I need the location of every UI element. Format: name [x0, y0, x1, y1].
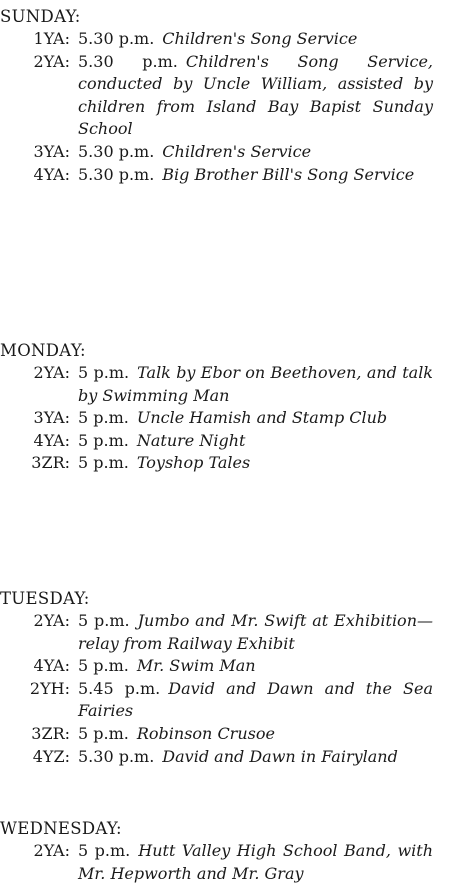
entry-body [78, 28, 451, 51]
broadcast-time: 5 p.m. [78, 408, 129, 428]
broadcast-time: 5 p.m. [78, 723, 129, 743]
broadcast-time: 5.30 p.m. [78, 51, 178, 71]
station-code: 2YA: [33, 841, 70, 860]
schedule-entry [0, 452, 451, 475]
day-heading: SUNDAY: [0, 7, 81, 26]
schedule-entry [0, 746, 451, 769]
entry-body [78, 141, 451, 164]
schedule-entry [0, 655, 451, 678]
day-section [0, 6, 451, 186]
broadcast-time: 5.30 p.m. [78, 141, 155, 161]
entry-body [78, 51, 451, 141]
station-code: 3YA: [33, 408, 70, 428]
program-title: Jumbo and Mr. Swift at Exhibition—relay from Railway Exhibit [78, 611, 433, 653]
entry-body [78, 678, 451, 723]
entry-body [78, 840, 451, 885]
station-code: 4YA: [33, 430, 70, 450]
day-heading: WEDNESDAY: [0, 819, 122, 838]
station-code: 4YA: [33, 656, 70, 676]
broadcast-time: 5 p.m. [78, 611, 130, 630]
entry-body [78, 164, 451, 187]
entry-body [78, 407, 451, 430]
broadcast-time: 5.45 p.m. [78, 678, 161, 698]
entry-body [78, 610, 451, 655]
station-code: 2YA: [33, 611, 70, 630]
schedule-entry [0, 407, 451, 430]
entry-body [78, 655, 451, 678]
program-title: Children's Song Service, conducted by Uncle William, assisted by children from Island Bay Bapist Sunday School [78, 51, 433, 139]
station-code: 2YA: [33, 51, 70, 71]
station-code: 2YA: [33, 363, 70, 382]
station-code: 2YH: [29, 678, 70, 698]
day-section [0, 340, 451, 475]
program-title: Mr. Swim Man [136, 656, 256, 676]
day-heading: TUESDAY: [0, 589, 90, 608]
schedule-entry [0, 164, 451, 187]
entry-body [78, 452, 451, 475]
program-title: David and Dawn in Fairyland [162, 746, 398, 766]
broadcast-time: 5.30 p.m. [78, 29, 155, 48]
schedule-entry [0, 362, 451, 407]
broadcast-time: 5 p.m. [78, 453, 129, 473]
entry-body [78, 362, 451, 407]
program-title: Hutt Valley High School Band, with Mr. Hepworth and Mr. Gray [78, 841, 433, 883]
day-heading: MONDAY: [0, 341, 86, 360]
program-title: Talk by Ebor on Beethoven, and talk by Swimming Man [78, 363, 434, 405]
program-title: Children's Service [162, 141, 312, 161]
day-section [0, 588, 451, 768]
broadcast-time: 5 p.m. [78, 430, 129, 450]
day-section [0, 818, 451, 885]
entry-body [78, 723, 451, 746]
schedule-entry [0, 678, 451, 723]
schedule-entry [0, 28, 451, 51]
program-title: David and Dawn and the Sea Fairies [78, 678, 434, 721]
entry-body [78, 430, 451, 453]
station-code: 3YA: [33, 141, 70, 161]
broadcast-time: 5.30 p.m. [78, 164, 155, 184]
program-title: Uncle Hamish and Stamp Club [136, 408, 388, 428]
broadcast-time: 5.30 p.m. [78, 746, 155, 766]
program-title: Big Brother Bill's Song Service [162, 164, 415, 184]
schedule-entry [0, 51, 451, 141]
program-title: Robinson Crusoe [136, 723, 275, 743]
schedule-entry [0, 840, 451, 885]
station-code: 3ZR: [31, 453, 70, 473]
schedule-entry [0, 141, 451, 164]
program-title: Nature Night [136, 430, 246, 450]
broadcast-time: 5 p.m. [78, 841, 131, 860]
entry-body [78, 746, 451, 769]
station-code: 4YZ: [32, 746, 70, 766]
broadcast-time: 5 p.m. [78, 363, 130, 382]
station-code: 4YA: [33, 164, 70, 184]
schedule-entry [0, 610, 451, 655]
schedule-entry [0, 723, 451, 746]
program-title: Toyshop Tales [136, 453, 251, 473]
station-code: 3ZR: [31, 723, 70, 743]
station-code: 1YA: [33, 29, 70, 48]
broadcast-time: 5 p.m. [78, 656, 129, 676]
program-title: Children's Song Service [162, 29, 358, 48]
schedule-entry [0, 430, 451, 453]
